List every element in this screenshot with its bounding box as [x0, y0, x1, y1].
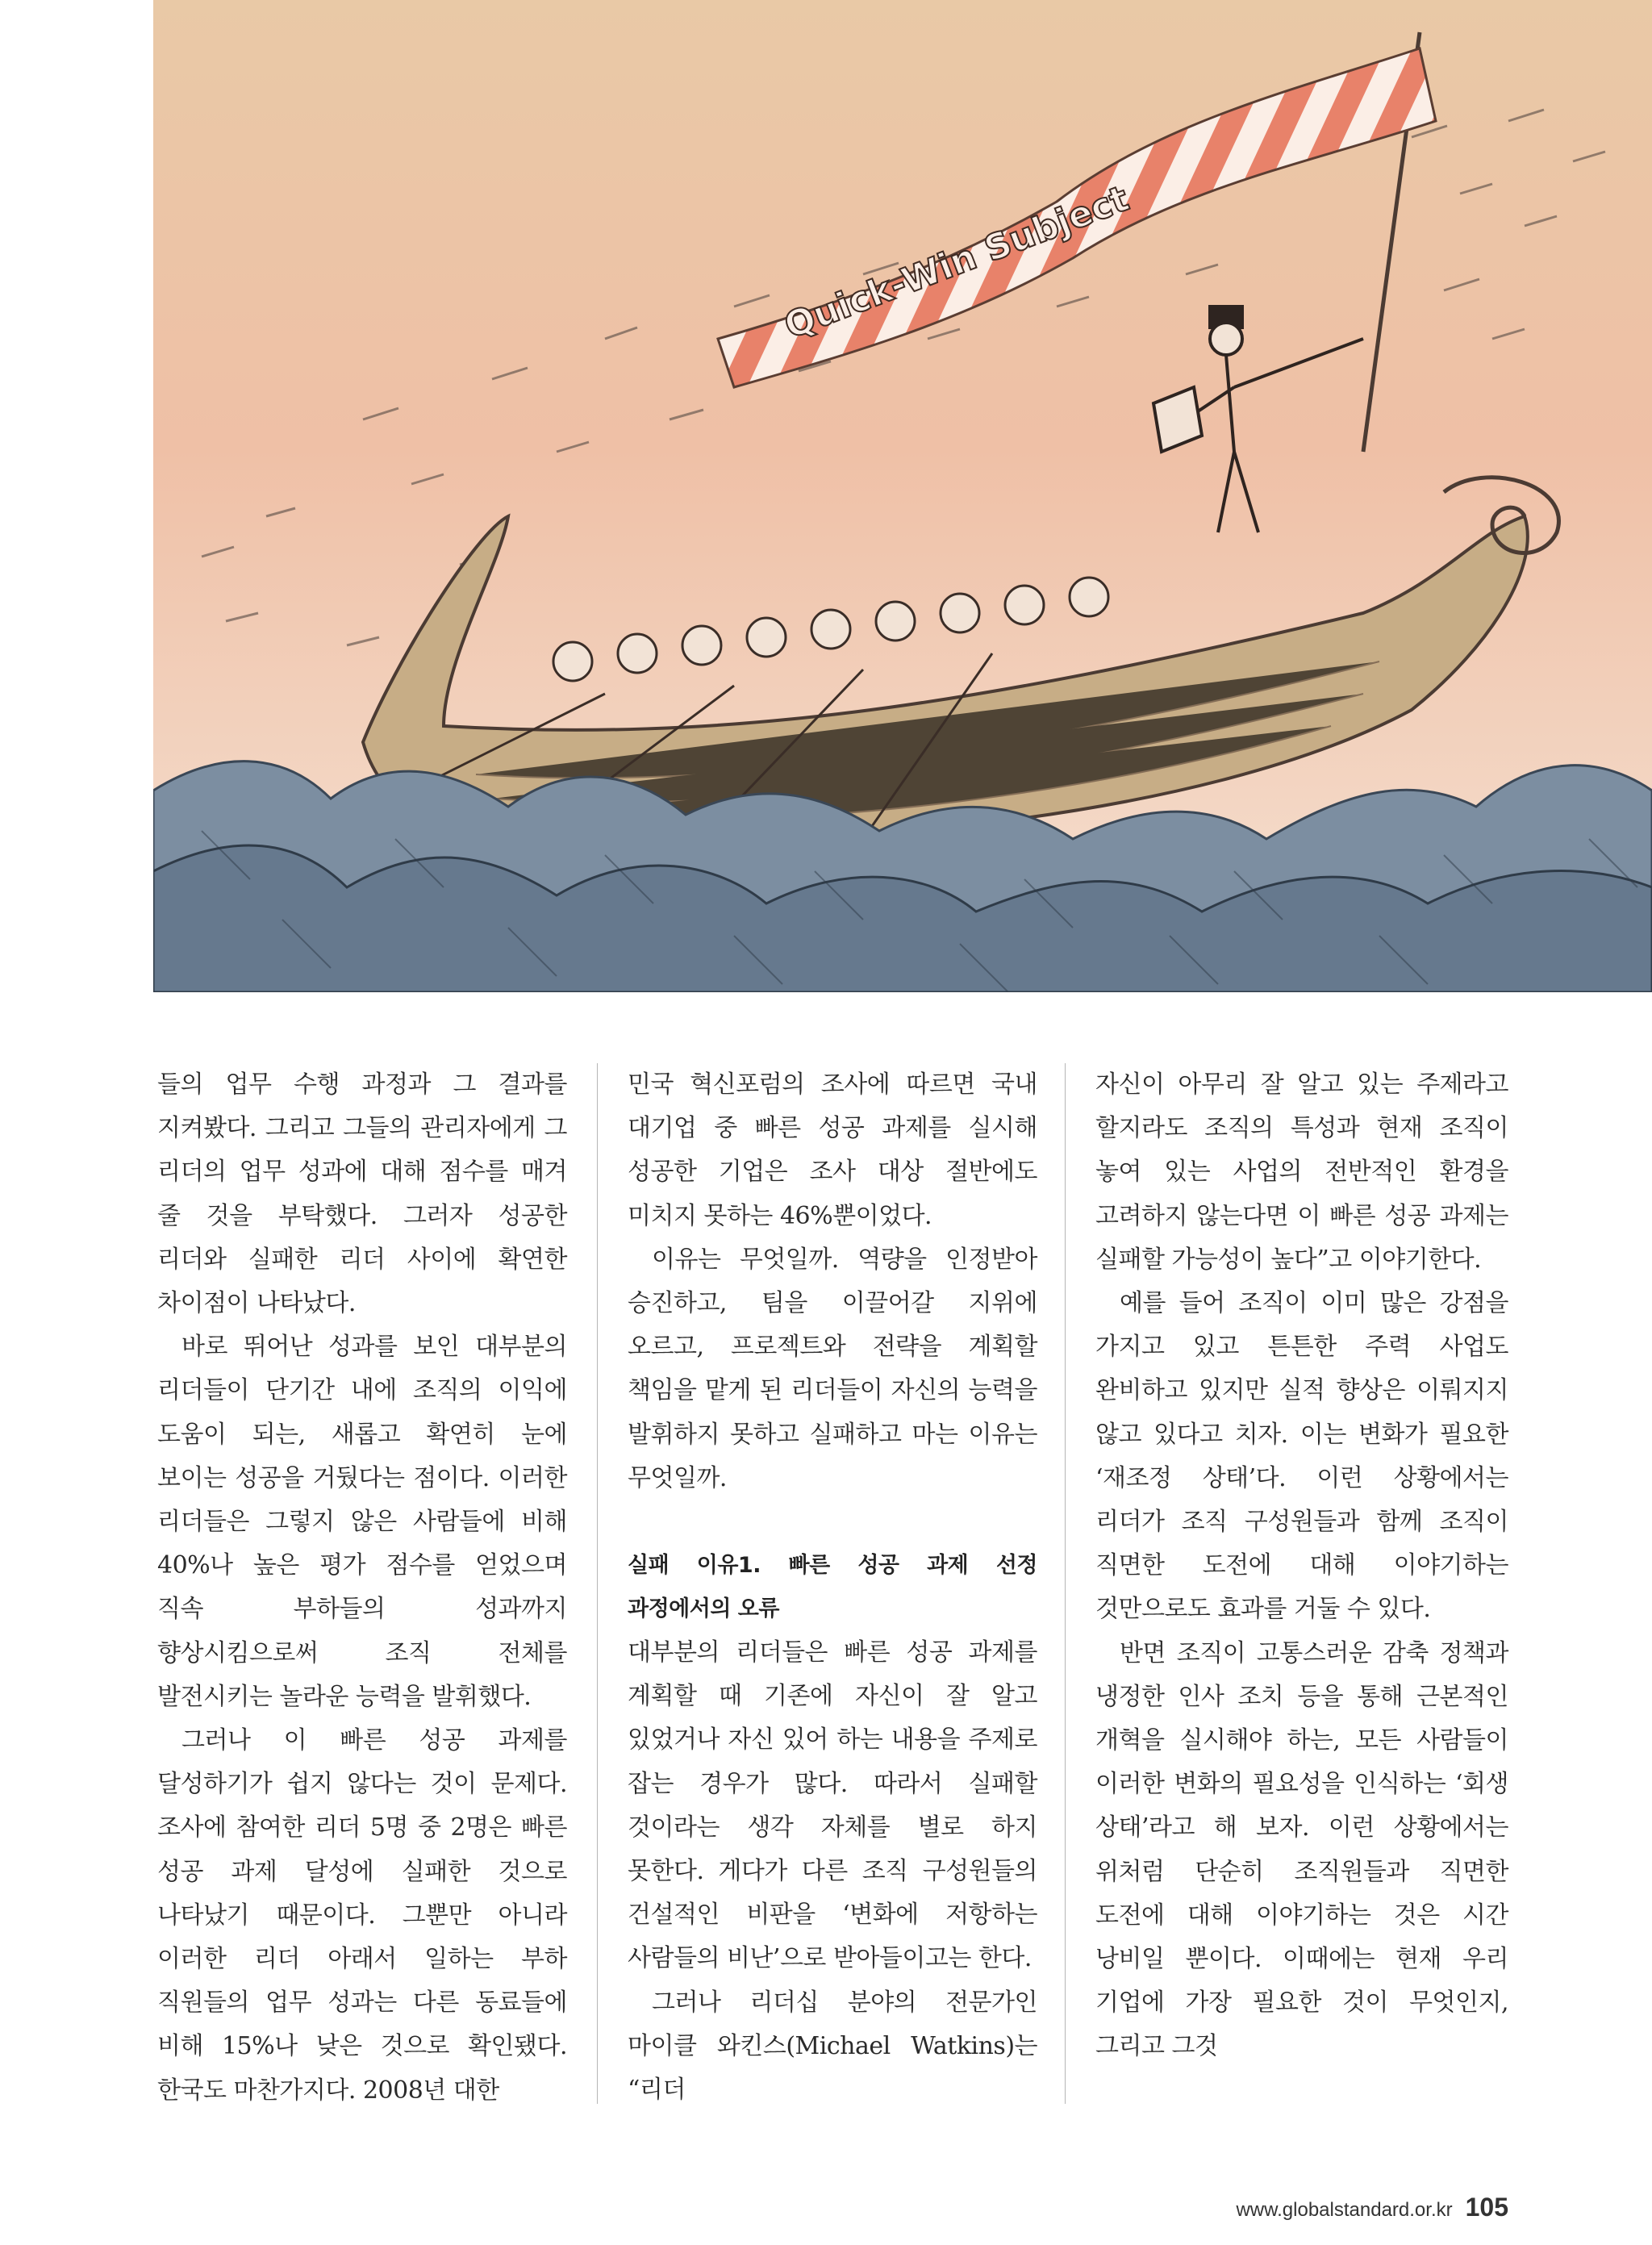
paragraph: 자신이 아무리 잘 알고 있는 주제라고 할지라도 조직의 특성과 현재 조직이 놓여 있는 사업의 전반적인 환경을 고려하지 않는다면 이 빠른 성공 과제는 실패할 가능성이 높다”고 이야기한다.: [1095, 1070, 1508, 1274]
article-illustration: [153, 0, 1652, 992]
paragraph: 들의 업무 수행 과정과 그 결과를 지켜봤다. 그리고 그들의 관리자에게 그 리더의 업무 성과에 대해 점수를 매겨 줄 것을 부탁했다. 그러자 성공한 리더와 실패한 리더 사이에 확연한 차이점이 나타났다.: [157, 1070, 567, 1318]
paragraph: 민국 혁신포럼의 조사에 따르면 국내 대기업 중 빠른 성공 과제를 실시해 성공한 기업은 조사 대상 절반에도 미치지 못하는 46%뿐이었다.: [628, 1070, 1037, 1230]
paragraph: 반면 조직이 고통스러운 감축 정책과 냉정한 인사 조치 등을 통해 근본적인 개혁을 실시해야 하는, 모든 사람들이 이러한 변화의 필요성을 인식하는 ‘회생 상태’라고 해 보자. 이런 상황에서는 위처럼 단순히 조직원들과 직면한 도전에 대해 이야기하는 것은 시간 낭비일 뿐이다. 이때에는 현재 우리 기업에 가장 필요한 것이 무엇인지, 그리고 그것: [1095, 1638, 1508, 2061]
article-column-3: [1095, 1063, 1508, 2069]
footer-url: www.globalstandard.or.kr: [1236, 2199, 1453, 2221]
paragraph: 예를 들어 조직이 이미 많은 강점을 가지고 있고 튼튼한 주력 사업도 완비하고 있지만 실적 향상은 이뤄지지 않고 있다고 치자. 이는 변화가 필요한 ‘재조정 상태’다. 이런 상황에서는 리더가 조직 구성원들과 함께 조직이 직면한 도전에 대해 이야기하는 것만으로도 효과를 거둘 수 있다.: [1095, 1289, 1508, 1624]
page-number: 105: [1465, 2193, 1508, 2222]
section-heading: 실패 이유1. 빠른 성공 과제 선정 과정에서의 오류: [628, 1553, 1037, 1622]
article-column-1: [157, 1063, 567, 2113]
paragraph: 그러나 이 빠른 성공 과제를 달성하기가 쉽지 않다는 것이 문제다. 조사에 참여한 리더 5명 중 2명은 빠른 성공 과제 달성에 실패한 것으로 나타났기 때문이다. 그뿐만 아니라 이러한 리더 아래서 일하는 부하 직원들의 업무 성과는 다른 동료들에 비해 15%나 낮은 것으로 확인됐다. 한국도 마찬가지다. 2008년 대한: [157, 1726, 567, 2105]
paragraph: 바로 뛰어난 성과를 보인 대부분의 리더들이 단기간 내에 조직의 이익에 도움이 되는, 새롭고 확연히 눈에 보이는 성공을 거뒀다는 점이다. 이러한 리더들은 그렇지 않은 사람들에 비해 40%나 높은 평가 점수를 얻었으며 직속 부하들의 성과까지 향상시킴으로써 조직 전체를 발전시키는 놀라운 능력을 발휘했다.: [157, 1333, 567, 1711]
article-column-2: [628, 1063, 1037, 2112]
page-footer: [1236, 2193, 1508, 2222]
column-divider: [1065, 1063, 1066, 2104]
paragraph: 이유는 무엇일까. 역량을 인정받아 승진하고, 팀을 이끌어갈 지위에 오르고, 프로젝트와 전략을 계획할 책임을 맡게 된 리더들이 자신의 능력을 발휘하지 못하고 실패하고 마는 이유는 무엇일까.: [628, 1245, 1037, 1492]
paragraph: 대부분의 리더들은 빠른 성공 과제를 계획할 때 기존에 자신이 잘 알고 있었거나 자신 있어 하는 내용을 주제로 잡는 경우가 많다. 따라서 실패할 것이라는 생각 자체를 별로 하지 못한다. 게다가 다른 조직 구성원들의 건설적인 비판을 ‘변화에 저항하는 사람들의 비난’으로 받아들이고는 한다.: [628, 1638, 1037, 1973]
paragraph: 그러나 리더십 분야의 전문가인 마이클 와킨스(Michael Watkins)는 “리더: [628, 1988, 1037, 2105]
flag-banner-text: Quick-Win Subject: [778, 177, 1135, 348]
illustration-canvas: [153, 0, 1652, 992]
column-divider: [597, 1063, 598, 2104]
